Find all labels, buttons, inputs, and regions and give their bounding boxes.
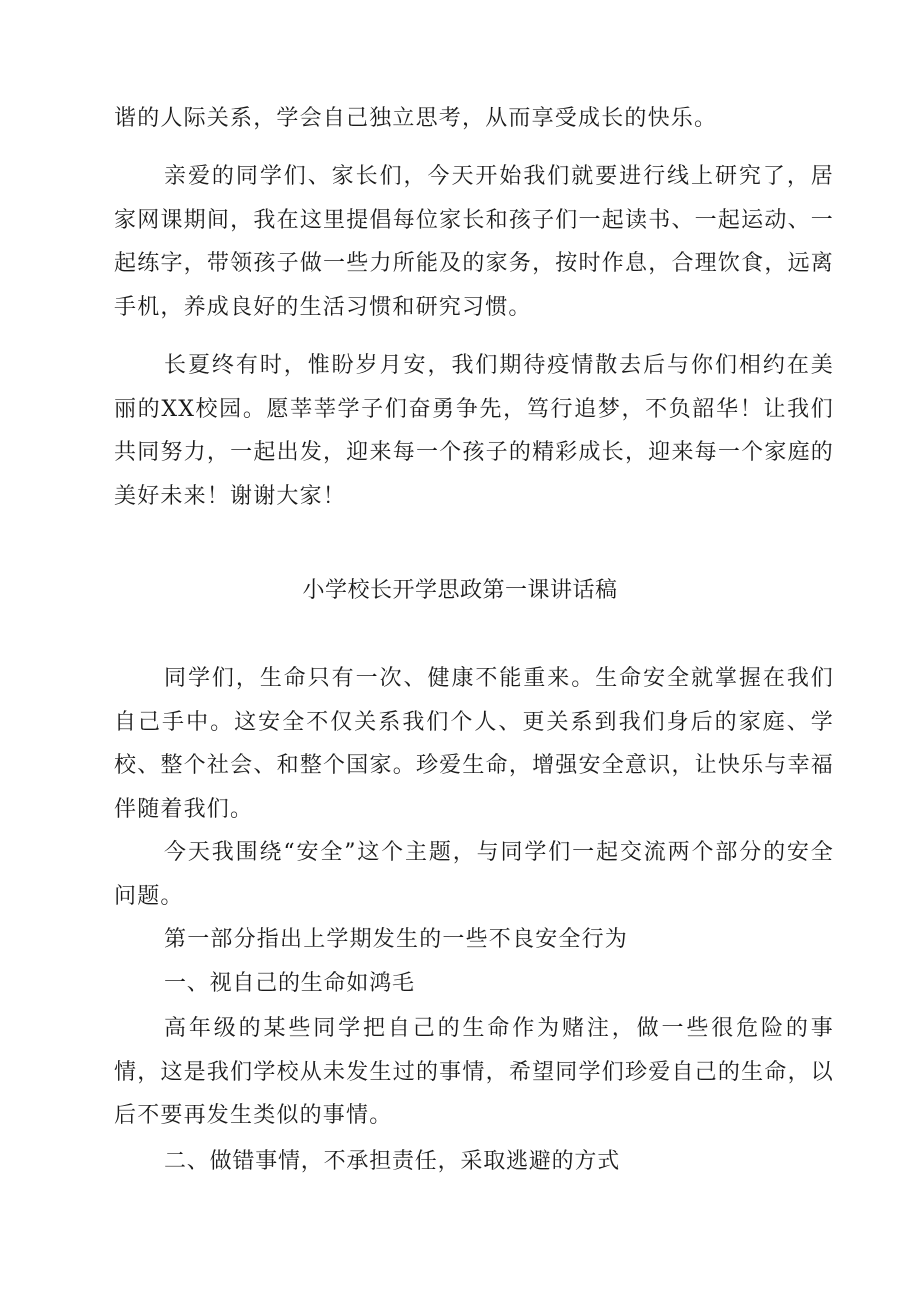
paragraph-section-one-body: 高年级的某些同学把自己的生命作为赌注，做一些很危险的事情，这是我们学校从未发生过的事情，希望同学们珍爱自己的生命，以后不要再发生类似的事情。 — [114, 1016, 834, 1128]
paragraph-life-safety: 同学们，生命只有一次、健康不能重来。生命安全就掌握在我们自己手中。这安全不仅关系我们个人、更关系到我们身后的家庭、学校、整个社会、和整个国家。珍爱生命，增强安全意识，让快乐与幸福伴随着我们。 — [114, 666, 834, 822]
speech-title: 小学校长开学思政第一课讲话稿 — [302, 578, 618, 603]
paragraph-online-study: 亲爱的同学们、家长们，今天开始我们就要进行线上研究了，居家网课期间，我在这里提倡每位家长和孩子们一起读书、一起运动、一起练字，带领孩子做一些力所能及的家务，按时作息，合理饮食，远离手机，养成良好的生活习惯和研究习惯。 — [114, 164, 834, 320]
section-heading-one: 一、视自己的生命如鸿毛 — [164, 971, 415, 996]
paragraph-part-one: 第一部分指出上学期发生的一些不良安全行为 — [164, 927, 629, 952]
paragraph-safety-theme: 今天我围绕“安全”这个主题，与同学们一起交流两个部分的安全问题。 — [114, 840, 834, 909]
paragraph-summer-wish: 长夏终有时，惟盼岁月安，我们期待疫情散去后与你们相约在美丽的XX校园。愿莘莘学子们奋勇争先，笃行追梦，不负韶华！让我们共同努力，一起出发，迎来每一个孩子的精彩成长，迎来每一个家庭的美好未来！谢谢大家！ — [114, 353, 834, 509]
section-heading-two: 二、做错事情，不承担责任，采取逃避的方式 — [164, 1149, 621, 1174]
paragraph-continuation: 谐的人际关系，学会自己独立思考，从而享受成长的快乐。 — [114, 106, 718, 131]
